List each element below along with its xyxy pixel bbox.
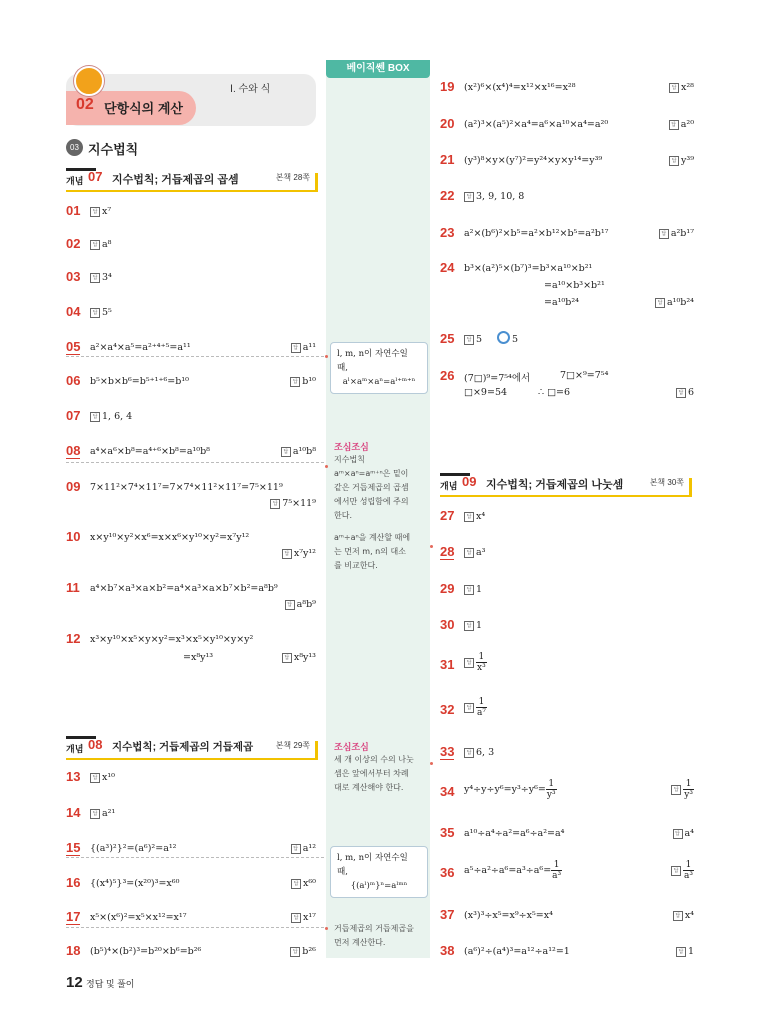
concept-title: 지수법칙; 거듭제곱의 곱셈 xyxy=(112,174,239,186)
problem-answer: 답 x⁷ xyxy=(90,206,111,217)
problem-number: 11 xyxy=(66,580,80,595)
note-formula: {(aˡ)ᵐ}ⁿ=aˡᵐⁿ xyxy=(350,881,408,891)
caution-line: 는 먼저 m, n의 대소 xyxy=(334,547,406,556)
problem-answer: 답 a¹⁰b²⁴ xyxy=(628,297,694,308)
answer-icon: 답 xyxy=(464,548,474,558)
section-number-badge: 03 xyxy=(66,139,83,156)
note-formula: aˡ×aᵐ×aⁿ=aˡ⁺ᵐ⁺ⁿ xyxy=(342,377,416,387)
concept-number: 07 xyxy=(88,169,103,184)
problem-number: 20 xyxy=(440,116,455,131)
note-dot xyxy=(430,545,433,548)
answer-icon: 답 xyxy=(291,913,301,923)
problem-number: 24 xyxy=(440,260,455,275)
caution-line: 를 비교한다. xyxy=(334,561,378,570)
concept-number: 09 xyxy=(462,474,477,489)
problem-answer: 답 x⁶⁰ xyxy=(250,878,316,889)
chapter-label: Ⅰ. 수와 식 xyxy=(230,84,271,95)
note-line: 거듭제곱의 거듭제곱을 xyxy=(334,924,414,933)
problem-number: 21 xyxy=(440,152,455,167)
caution-line: 같은 거듭제곱의 곱셈 xyxy=(334,483,409,492)
problem-answer: 답 a²¹ xyxy=(90,808,115,819)
problem-number: 27 xyxy=(440,508,455,523)
concept-endcap xyxy=(315,741,318,760)
problem-number: 10 xyxy=(66,529,81,544)
problem-work: (x³)³÷x⁵=x⁹÷x⁵=x⁴ xyxy=(464,910,553,921)
caution-line: 지수법칙 xyxy=(334,455,365,464)
problem-number: 08 xyxy=(66,443,81,458)
problem-answer: 답 a¹⁰b⁸ xyxy=(250,446,316,457)
problem-answer: 답 a²b¹⁷ xyxy=(628,228,694,239)
concept-title: 지수법칙; 거듭제곱의 나눗셈 xyxy=(486,479,624,491)
problem-answer xyxy=(640,860,694,881)
problem-number: 04 xyxy=(66,304,81,319)
note-line: l, m, n이 자연수일 때, xyxy=(337,853,408,877)
concept-number: 08 xyxy=(88,737,103,752)
problem-work: a⁴×a⁶×b⁸=a⁴⁺⁶×b⁸=a¹⁰b⁸ xyxy=(90,446,210,457)
problem-number: 12 xyxy=(66,631,81,646)
problem-number: 23 xyxy=(440,225,455,240)
problem-number: 09 xyxy=(66,479,81,494)
answer-icon: 답 xyxy=(464,658,474,668)
concept-tag: 개념 xyxy=(440,473,470,498)
problem-work: (a²)³×(a⁵)²×a⁴=a⁶×a¹⁰×a⁴=a²⁰ xyxy=(464,119,609,130)
dashed-connector xyxy=(66,927,324,928)
problem-work: x×y¹⁰×y²×x⁶=x×x⁶×y¹⁰×y²=x⁷y¹² xyxy=(90,532,250,543)
problem-answer: 답 1 xyxy=(628,946,694,957)
concept-endcap xyxy=(315,173,318,192)
answer-icon: 답 xyxy=(90,809,100,819)
problem-answer: 답 7⁵×11⁹ xyxy=(240,498,316,509)
note-dot xyxy=(430,762,433,765)
note-dot xyxy=(325,927,328,930)
problem-answer: 답 x²⁸ xyxy=(628,82,694,93)
problem-answer: 답 5 xyxy=(464,334,482,345)
answer-icon: 답 xyxy=(90,207,100,217)
problem-work: (7□)⁹=7⁵⁴에서 xyxy=(464,373,531,384)
dashed-connector xyxy=(66,857,324,858)
problem-work: b³×(a²)⁵×(b⁷)³=b³×a¹⁰×b²¹ xyxy=(464,263,593,274)
answer-icon: 답 xyxy=(464,585,474,595)
problem-answer: 답 6 xyxy=(628,387,694,398)
problem-number: 01 xyxy=(66,203,81,218)
answer-icon: 답 xyxy=(669,83,679,93)
problem-work: a²×(b⁶)²×b⁵=a²×b¹²×b⁵=a²b¹⁷ xyxy=(464,228,609,239)
lesson-number: 02 xyxy=(76,96,94,113)
answer-icon: 답 xyxy=(464,335,474,345)
concept-endcap xyxy=(689,478,692,497)
answer-icon: 답 xyxy=(291,343,301,353)
note-dot xyxy=(325,465,328,468)
answer-icon: 답 xyxy=(669,120,679,130)
problem-work-line: =x⁸y¹³ xyxy=(183,652,214,663)
problem-answer: 답 1 xyxy=(464,584,482,595)
mascot-icon xyxy=(74,66,104,96)
problem-work: a⁵÷a²÷a⁶=a³÷a⁶= $\frac{1}{\text{a³}}$ xyxy=(464,860,562,881)
caution-line: 에서만 성립함에 주의 xyxy=(334,497,409,506)
problem-number: 06 xyxy=(66,373,81,388)
problem-answer: 답 y³⁹ xyxy=(628,155,694,166)
caution-line: 세 개 이상의 수의 나눗 xyxy=(334,755,414,764)
caution-note-2 xyxy=(334,740,426,795)
problem-work-line: =a¹⁰b²⁴ xyxy=(544,297,579,308)
answer-icon: 답 xyxy=(290,947,300,957)
answer-icon: 답 xyxy=(671,866,681,876)
problem-work: (y³)⁸×y×(y⁷)²=y²⁴×y×y¹⁴=y³⁹ xyxy=(464,155,603,166)
concept-09-bar xyxy=(440,473,690,497)
concept-ref: 본책 28쪽 xyxy=(275,173,310,182)
problem-number: 34 xyxy=(440,784,455,799)
caution-line: aᵐ×aⁿ=aᵐ⁺ⁿ은 밑이 xyxy=(334,469,409,478)
problem-number: 38 xyxy=(440,943,455,958)
answer-fraction: $\frac{1}{\text{y³}}$ xyxy=(684,779,693,800)
note-dot xyxy=(325,355,328,358)
problem-answer: 답 a⁸b⁹ xyxy=(250,599,316,610)
problem-number: 30 xyxy=(440,617,455,632)
problem-work: b⁵×b×b⁶=b⁵⁺¹⁺⁶=b¹⁰ xyxy=(90,376,189,387)
caution-title: 조심조심 xyxy=(334,743,369,753)
problem-number: 28 xyxy=(440,544,455,559)
problem-number: 26 xyxy=(440,368,455,383)
problem-work: x⁵×(x⁶)²=x⁵×x¹²=x¹⁷ xyxy=(90,912,187,923)
problem-work: (a⁶)²÷(a⁴)³=a¹²÷a¹²=1 xyxy=(464,946,570,957)
concept-ref: 본책 29쪽 xyxy=(275,741,310,750)
problem-number: 32 xyxy=(440,702,455,717)
problem-number: 14 xyxy=(66,805,81,820)
problem-answer: 답 1 xyxy=(464,620,482,631)
note-line: l, m, n이 자연수일 때, xyxy=(337,349,408,373)
caution-line: 한다. xyxy=(334,511,352,520)
concept-title: 지수법칙; 거듭제곱의 거듭제곱 xyxy=(112,741,254,753)
problem-work: {(x⁴)⁵}³=(x²⁰)³=x⁶⁰ xyxy=(90,878,180,889)
page-label: 정답 및 풀이 xyxy=(86,979,135,989)
problem-answer: 답 b²⁶ xyxy=(250,946,316,957)
problem-number: 35 xyxy=(440,825,455,840)
answer-icon: 답 xyxy=(464,512,474,522)
problem-work-line: =a¹⁰×b³×b²¹ xyxy=(544,280,605,291)
problem-work: {(a³)²}²=(a⁶)²=a¹² xyxy=(90,843,177,854)
answer-icon: 답 xyxy=(464,703,474,713)
exponent-rule-note xyxy=(330,342,428,394)
problem-work: a¹⁰÷a⁴÷a²=a⁶÷a²=a⁴ xyxy=(464,828,565,839)
problem-work: x³×y¹⁰×x⁵×y×y²=x³×x⁵×y¹⁰×y×y² xyxy=(90,634,254,645)
basic-box-label: 베이직쎈 BOX xyxy=(326,60,430,78)
problem-answer: 답 x⁴ xyxy=(464,511,485,522)
problem-work: (x²)⁶×(x⁴)⁴=x¹²×x¹⁶=x²⁸ xyxy=(464,82,576,93)
problem-answer: 답 6, 3 xyxy=(464,747,494,758)
problem-number: 15 xyxy=(66,840,81,855)
answer-icon: 답 xyxy=(676,947,686,957)
answer-icon: 답 xyxy=(671,785,681,795)
problem-number: 37 xyxy=(440,907,455,922)
problem-work-line: □×9=54 xyxy=(464,387,508,398)
note-line: 먼저 계산한다. xyxy=(334,938,386,947)
answer-fraction: $\frac{1}{\text{x³}}$ xyxy=(477,652,486,673)
problem-answer xyxy=(464,697,487,718)
problem-number: 31 xyxy=(440,657,455,672)
answer-fraction: $\frac{1}{\text{a³}}$ xyxy=(684,860,693,881)
answer-icon: 답 xyxy=(285,600,295,610)
dashed-connector xyxy=(66,356,324,357)
caution-line: aᵐ÷aⁿ을 계산할 때에 xyxy=(334,533,411,542)
problem-number: 36 xyxy=(440,865,455,880)
problem-answer: 답 x⁷y¹² xyxy=(250,548,316,559)
caution-title: 조심조심 xyxy=(334,443,369,453)
problem-answer: 답 5⁵ xyxy=(90,307,112,318)
problem-number: 13 xyxy=(66,769,81,784)
caution-line: 셈은 앞에서부터 차례 xyxy=(334,769,409,778)
answer-icon: 답 xyxy=(282,653,292,663)
answer-icon: 답 xyxy=(90,773,100,783)
answer-icon: 답 xyxy=(659,229,669,239)
caution-line: 대로 계산해야 한다. xyxy=(334,783,404,792)
answer-icon: 답 xyxy=(673,829,683,839)
problem-answer xyxy=(464,652,487,673)
problem-work-line: 7□×⁹=7⁵⁴ xyxy=(560,370,609,381)
answer-icon: 답 xyxy=(90,412,100,422)
problem-answer: 답 a⁴ xyxy=(628,828,694,839)
problem-number: 19 xyxy=(440,79,455,94)
problem-answer xyxy=(640,779,694,800)
order-note xyxy=(334,922,426,950)
problem-answer: 답 a⁸ xyxy=(90,239,111,250)
problem-number: 03 xyxy=(66,269,81,284)
answer-icon: 답 xyxy=(464,192,474,202)
answer-icon: 답 xyxy=(464,621,474,631)
problem-number: 22 xyxy=(440,188,455,203)
answer-icon: 답 xyxy=(90,240,100,250)
answer-icon: 답 xyxy=(90,308,100,318)
answer-icon: 답 xyxy=(291,879,301,889)
problem-work: a⁴×b⁷×a³×a×b²=a⁴×a³×a×b⁷×b²=a⁸b⁹ xyxy=(90,583,278,594)
answer-icon: 답 xyxy=(282,549,292,559)
concept-08-bar xyxy=(66,736,316,760)
problem-answer: 답 3, 9, 10, 8 xyxy=(464,191,524,202)
problem-work: a²×a⁴×a⁵=a²⁺⁴⁺⁵=a¹¹ xyxy=(90,342,191,353)
answer-icon: 답 xyxy=(655,298,665,308)
dashed-connector xyxy=(66,462,324,463)
concept-ref: 본책 30쪽 xyxy=(649,478,684,487)
answer-icon: 답 xyxy=(270,499,280,509)
problem-number: 33 xyxy=(440,744,455,759)
problem-number: 25 xyxy=(440,331,455,346)
problem-answer: 답 x⁸y¹³ xyxy=(250,652,316,663)
answer-icon: 답 xyxy=(281,447,291,457)
concept-07-bar xyxy=(66,168,316,192)
problem-answer: 답 3⁴ xyxy=(90,272,112,283)
problem-answer: 답 a²⁰ xyxy=(628,119,694,130)
problem-number: 05 xyxy=(66,339,81,354)
concept-tag: 개념 xyxy=(66,168,96,193)
page-number: 12 xyxy=(66,974,83,991)
answer-icon: 답 xyxy=(290,377,300,387)
concept-tag: 개념 xyxy=(66,736,96,761)
lesson-title: 단항식의 계산 xyxy=(104,101,183,116)
problem-answer: 답 1, 6, 4 xyxy=(90,411,132,422)
problem-answer: 답 b¹⁰ xyxy=(250,376,316,387)
problem-answer: 답 x¹⁷ xyxy=(250,912,316,923)
hint-answer: 5 xyxy=(512,334,519,345)
answer-icon: 답 xyxy=(291,844,301,854)
problem-work: y⁴÷y÷y⁶=y³÷y⁶= $\frac{1}{\text{y³}}$ xyxy=(464,779,556,800)
problem-number: 02 xyxy=(66,236,81,251)
work-fraction: $\frac{1}{\text{y³}}$ xyxy=(546,779,556,800)
problem-number: 17 xyxy=(66,909,81,924)
answer-fraction: $\frac{1}{\text{a⁷}}$ xyxy=(477,697,486,718)
section-title: 지수법칙 xyxy=(88,142,139,157)
problem-number: 18 xyxy=(66,943,81,958)
problem-answer: 답 a³ xyxy=(464,547,485,558)
problem-answer: 답 x⁴ xyxy=(628,910,694,921)
problem-answer: 답 x¹⁰ xyxy=(90,772,115,783)
answer-icon: 답 xyxy=(676,388,686,398)
problem-number: 16 xyxy=(66,875,81,890)
power-rule-note xyxy=(330,846,428,898)
problem-work: 7×11²×7⁴×11⁷=7×7⁴×11²×11⁷=7⁵×11⁹ xyxy=(90,482,283,493)
work-fraction: $\frac{1}{\text{a³}}$ xyxy=(552,860,562,881)
problem-work-line: ∴ □=6 xyxy=(538,387,571,398)
answer-icon: 답 xyxy=(669,156,679,166)
problem-answer: 답 a¹¹ xyxy=(250,342,316,353)
answer-icon: 답 xyxy=(673,911,683,921)
problem-answer: 답 a¹² xyxy=(250,843,316,854)
answer-icon: 답 xyxy=(90,273,100,283)
problem-number: 07 xyxy=(66,408,81,423)
answer-icon: 답 xyxy=(464,748,474,758)
problem-work: (b⁵)⁴×(b²)³=b²⁰×b⁶=b²⁶ xyxy=(90,946,202,957)
magnifier-icon xyxy=(497,331,510,344)
problem-number: 29 xyxy=(440,581,455,596)
caution-note-1 xyxy=(334,440,426,573)
